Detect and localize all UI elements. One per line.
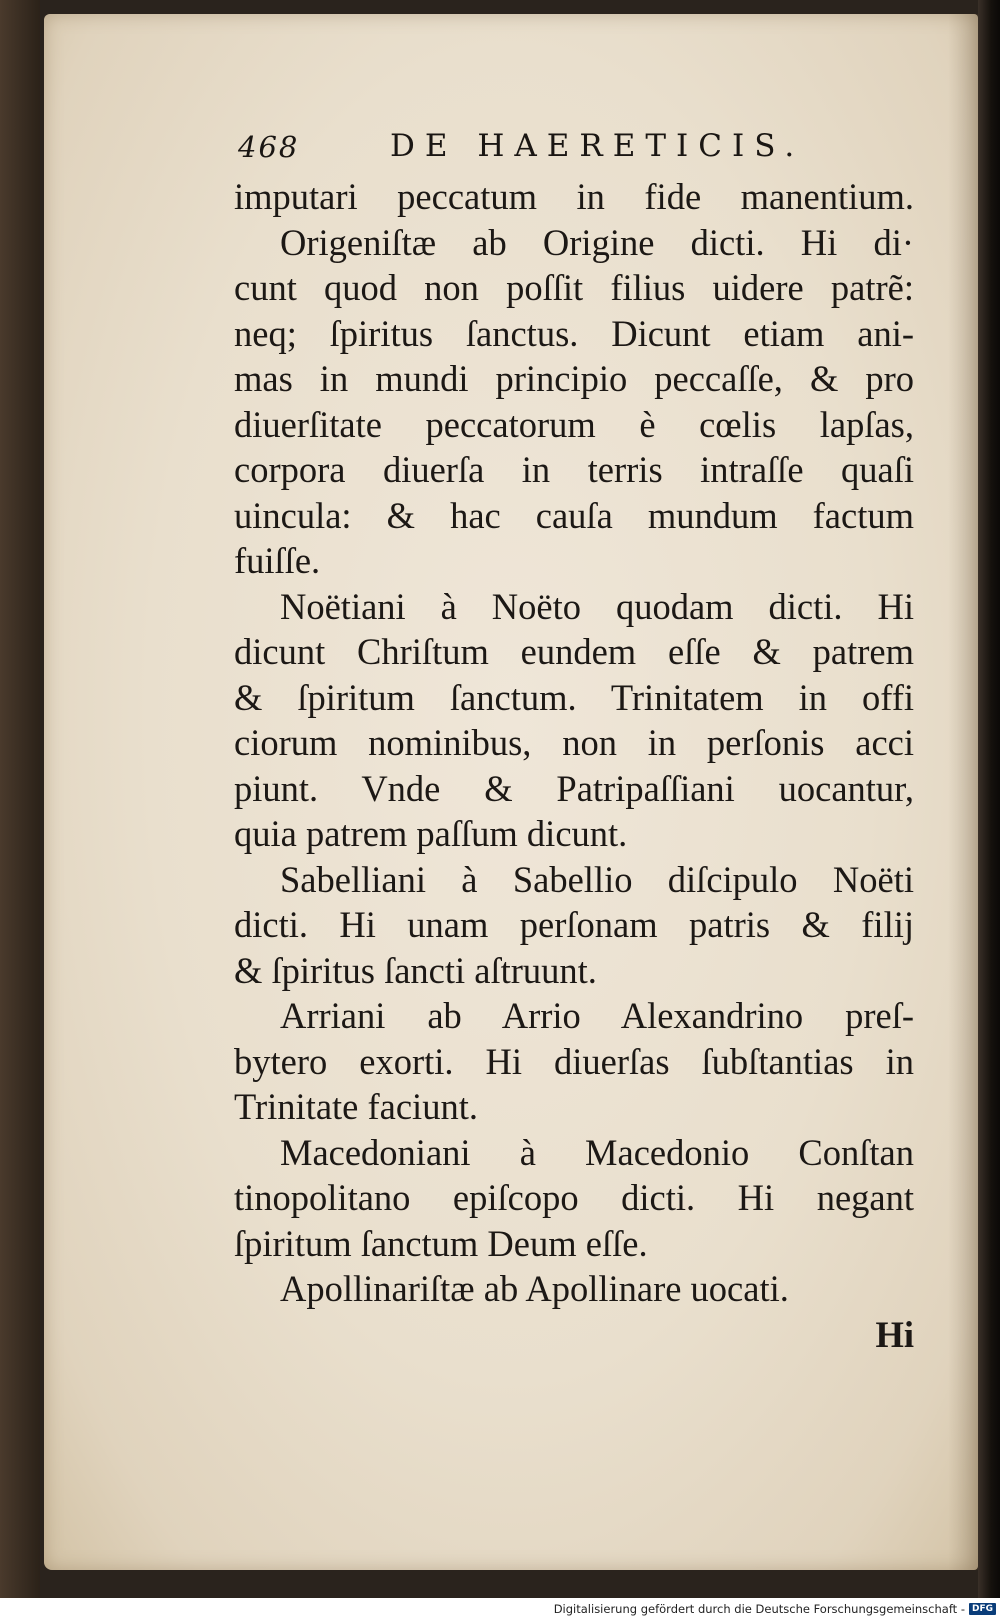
text-line: & ſpiritus ſancti aſtruunt. xyxy=(234,949,597,991)
text-line: Sabelliani à Sabellio diſcipulo Noëti xyxy=(280,858,914,900)
text-line: piunt. Vnde & Patripaſſiani uocantur, xyxy=(234,767,914,809)
text-line: Trinitate faciunt. xyxy=(234,1086,478,1127)
text-line: bytero exorti. Hi diuerſas ſubſtantias in xyxy=(234,1040,914,1082)
text-line: Apollinariſtæ ab Apollinare uocati. xyxy=(280,1268,789,1309)
paper-fold-shadow xyxy=(948,14,978,1570)
text-line: corpora diuerſa in terris intraſſe quaſi xyxy=(234,449,914,490)
text-line: tinopolitano epiſcopo dicti. Hi negant xyxy=(234,1177,914,1218)
running-title: DE HAERETICIS. xyxy=(390,128,805,164)
text-line: imputari peccatum in fide manentium. xyxy=(234,176,914,217)
text-line: uincula: & hac cauſa mundum factum xyxy=(234,494,914,536)
dfg-logo: DFG xyxy=(969,1603,996,1615)
text-line: dicti. Hi unam perſonam patris & filij xyxy=(234,904,914,945)
running-head xyxy=(238,126,898,174)
text-line: Origeniſtæ ab Origine dicti. Hi di· xyxy=(280,221,914,263)
text-line: diuerſitate peccatorum è cœlis lapſas, xyxy=(234,403,914,445)
text-line: Macedoniani à Macedonio Conſtan xyxy=(280,1131,914,1173)
page-edge-left xyxy=(0,0,40,1598)
text-line: cunt quod non poſſit filius uidere patrẽ: xyxy=(234,267,914,308)
text-line: ſpiritum ſanctum Deum eſſe. xyxy=(234,1222,648,1264)
text-line: quia patrem paſſum dicunt. xyxy=(234,813,628,854)
catchword: Hi xyxy=(875,1313,914,1355)
text-line: dicunt Chriſtum eundem eſſe & patrem xyxy=(234,631,914,672)
text-line: Arriani ab Arrio Alexandrino preſ- xyxy=(280,995,914,1036)
credit-text: Digitalisierung gefördert durch die Deutsche Forschungsgemeinschaft - xyxy=(553,1602,965,1616)
body-text xyxy=(234,174,914,1357)
page-number: 468 xyxy=(238,130,300,164)
text-line: Noëtiani à Noëto quodam dicti. Hi xyxy=(280,585,914,627)
text-line: ciorum nominibus, non in perſonis acci xyxy=(234,722,914,763)
text-line: & ſpiritum ſanctum. Trinitatem in offi xyxy=(234,676,914,718)
digitization-credit xyxy=(554,1600,996,1618)
text-line: fuiſſe. xyxy=(234,540,321,581)
text-line: neq; ſpiritus ſanctus. Dicunt etiam ani- xyxy=(234,312,914,354)
text-line: mas in mundi principio peccaſſe, & pro xyxy=(234,358,914,399)
binding-right xyxy=(978,0,1000,1598)
